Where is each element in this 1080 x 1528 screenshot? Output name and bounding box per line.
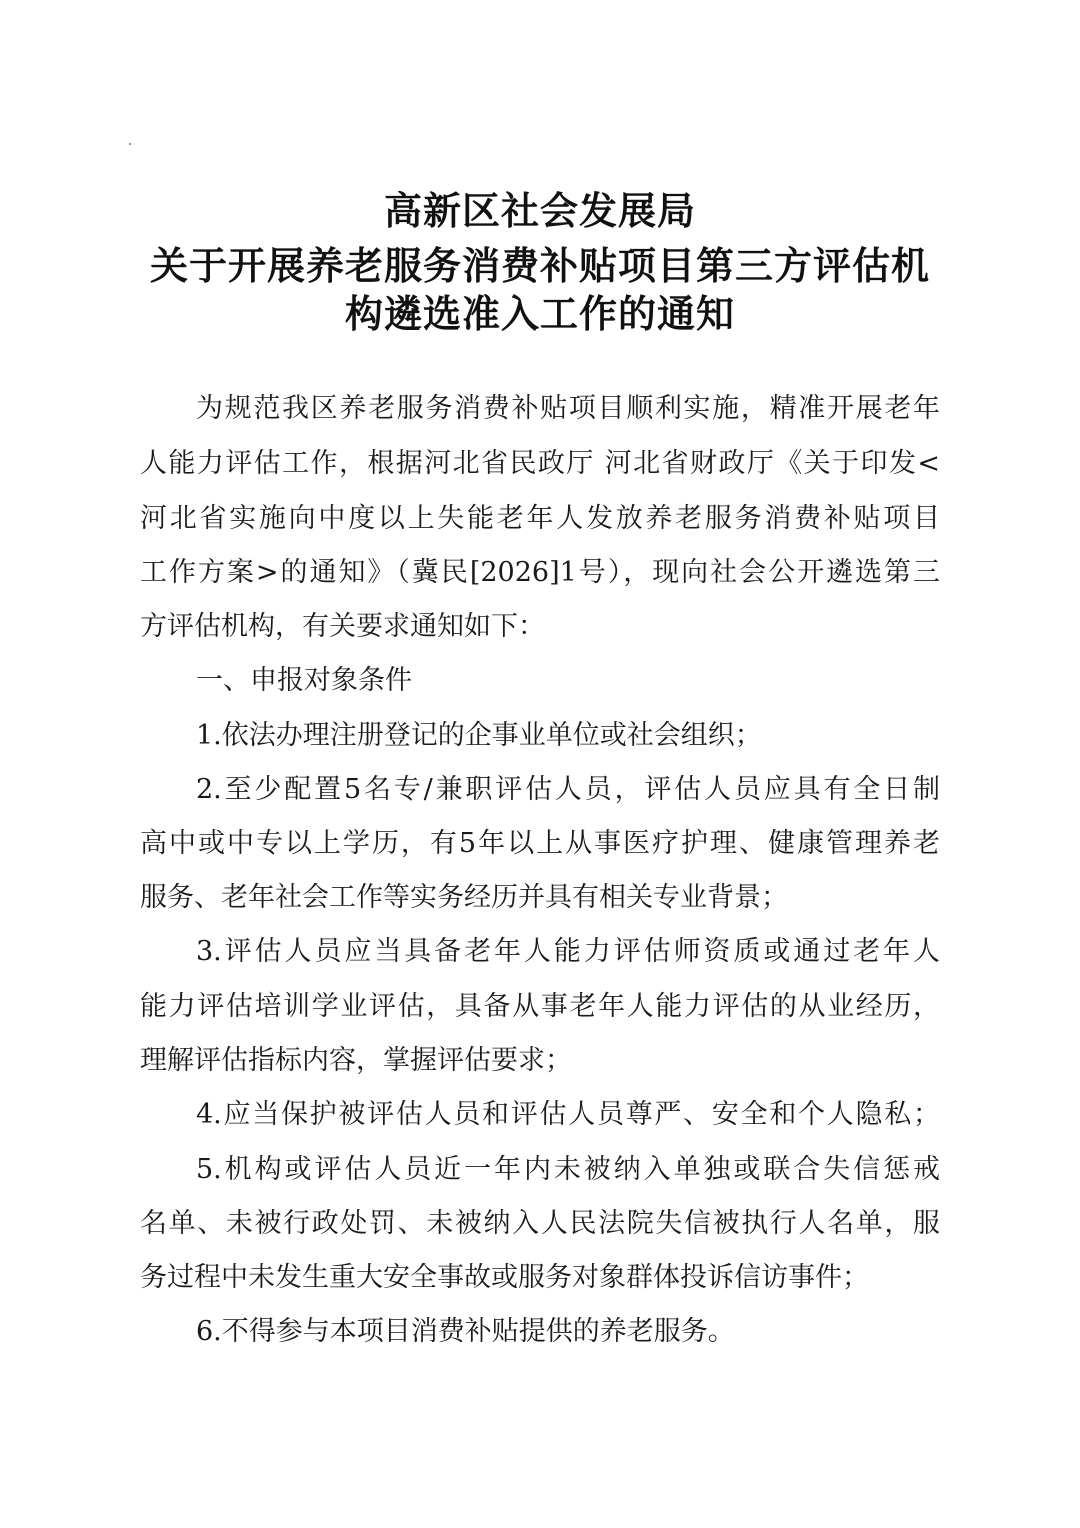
item-3-line-1: 3.评估人员应当具备老年人能力评估师资质或通过老年人 bbox=[196, 936, 940, 967]
item-1-line-1: 1.依法办理注册登记的企事业单位或社会组织； bbox=[196, 720, 762, 751]
document-title-line-3: 构遴选准入工作的通知 bbox=[344, 292, 735, 336]
item-5-line-3: 务过程中未发生重大安全事故或服务对象群体投诉信访事件； bbox=[140, 1262, 869, 1293]
item-3-line-2: 能力评估培训学业评估，具备从事老年人能力评估的从业经历， bbox=[140, 991, 940, 1022]
intro-line-5: 方评估机构，有关要求通知如下： bbox=[140, 611, 545, 642]
document-title-line-2: 关于开展养老服务消费补贴项目第三方评估机 bbox=[149, 244, 930, 288]
item-2-line-3: 服务、老年社会工作等实务经历并具有相关专业背景； bbox=[140, 882, 788, 913]
item-2-line-2: 高中或中专以上学历，有5年以上从事医疗护理、健康管理养老 bbox=[140, 828, 940, 859]
item-6-line-1: 6.不得参与本项目消费补贴提供的养老服务。 bbox=[196, 1316, 735, 1347]
scan-speck bbox=[129, 143, 131, 145]
item-5-line-2: 名单、未被行政处罚、未被纳入人民法院失信被执行人名单，服 bbox=[140, 1208, 940, 1239]
intro-line-1: 为规范我区养老服务消费补贴项目顺利实施，精准开展老年 bbox=[196, 393, 940, 424]
section-heading: 一、申报对象条件 bbox=[196, 665, 412, 696]
intro-line-4: 工作方案>的通知》（冀民[2026]1号），现向社会公开遴选第三 bbox=[140, 557, 940, 588]
intro-line-2: 人能力评估工作，根据河北省民政厅 河北省财政厅《关于印发< bbox=[140, 448, 940, 479]
item-2-line-1: 2.至少配置5名专/兼职评估人员，评估人员应具有全日制 bbox=[196, 774, 940, 805]
intro-line-3: 河北省实施向中度以上失能老年人发放养老服务消费补贴项目 bbox=[140, 503, 940, 534]
item-4-line-1: 4.应当保护被评估人员和评估人员尊严、安全和个人隐私； bbox=[196, 1099, 940, 1130]
document-title-line-1: 高新区社会发展局 bbox=[383, 189, 696, 233]
item-5-line-1: 5.机构或评估人员近一年内未被纳入单独或联合失信惩戒 bbox=[196, 1154, 940, 1185]
item-3-line-3: 理解评估指标内容，掌握评估要求； bbox=[140, 1045, 572, 1076]
